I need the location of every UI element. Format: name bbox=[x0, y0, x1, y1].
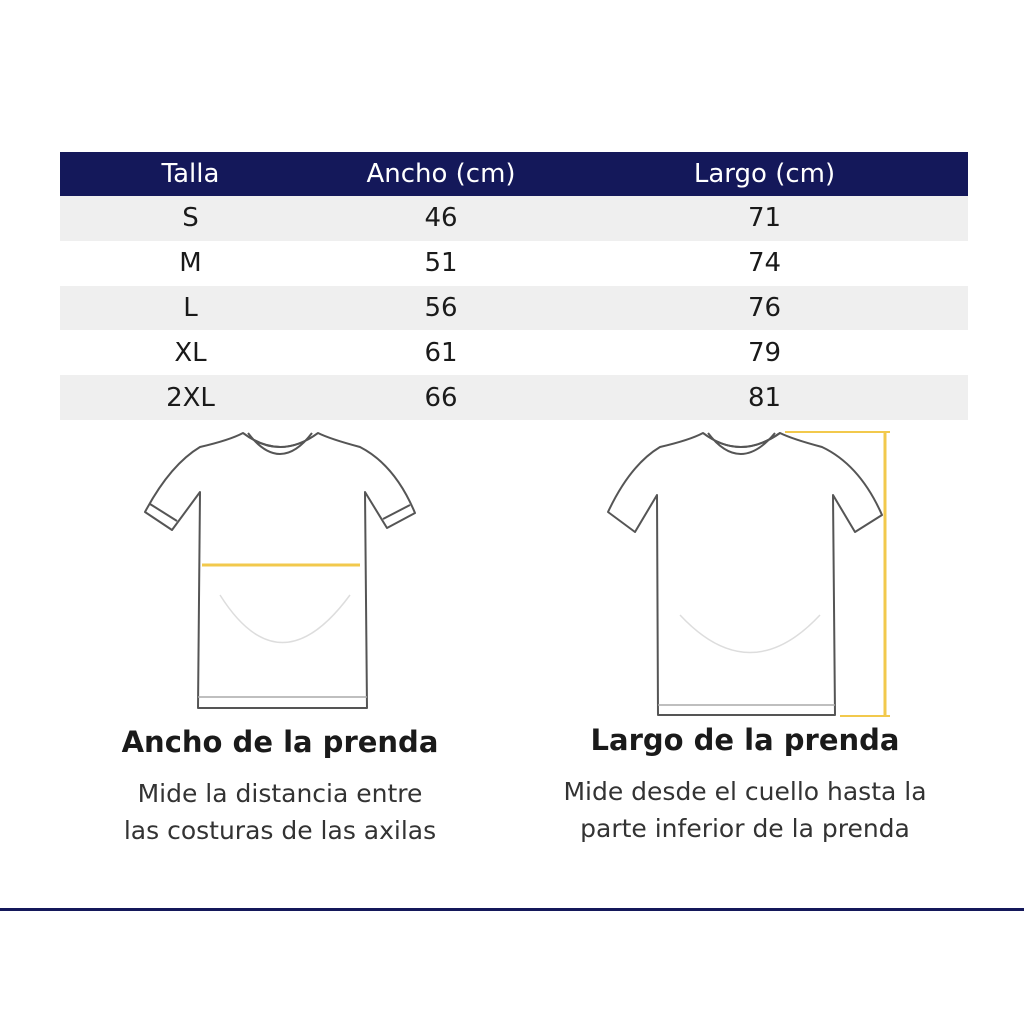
cell-size: M bbox=[60, 241, 321, 286]
table-header-row bbox=[60, 152, 968, 196]
length-guide-title: Largo de la prenda bbox=[590, 723, 900, 757]
cell-size: 2XL bbox=[60, 375, 321, 420]
table-row bbox=[60, 375, 968, 420]
cell-width: 66 bbox=[321, 375, 561, 420]
table-row bbox=[60, 241, 968, 286]
cell-length: 79 bbox=[561, 330, 968, 375]
length-guide-desc-line1: Mide desde el cuello hasta la bbox=[563, 777, 927, 806]
header-size: Talla bbox=[60, 152, 321, 196]
cell-width: 56 bbox=[321, 286, 561, 331]
width-guide-desc-line1: Mide la distancia entre bbox=[137, 779, 423, 808]
cell-length: 74 bbox=[561, 241, 968, 286]
tshirt-length-illustration bbox=[600, 425, 895, 720]
width-guide-desc-line2: las costuras de las axilas bbox=[123, 816, 437, 845]
cell-length: 71 bbox=[561, 196, 968, 241]
size-chart-table bbox=[60, 152, 968, 420]
cell-width: 46 bbox=[321, 196, 561, 241]
width-guide-title: Ancho de la prenda bbox=[121, 725, 439, 759]
cell-size: XL bbox=[60, 330, 321, 375]
table-row bbox=[60, 196, 968, 241]
cell-length: 76 bbox=[561, 286, 968, 331]
header-width: Ancho (cm) bbox=[321, 152, 561, 196]
width-guide bbox=[80, 725, 480, 855]
tshirt-width-illustration bbox=[140, 425, 420, 720]
header-length: Largo (cm) bbox=[561, 152, 968, 196]
cell-width: 51 bbox=[321, 241, 561, 286]
tshirt-body-outline bbox=[608, 433, 882, 715]
cell-width: 61 bbox=[321, 330, 561, 375]
cell-size: L bbox=[60, 286, 321, 331]
cell-size: S bbox=[60, 196, 321, 241]
length-guide-desc-line2: parte inferior de la prenda bbox=[580, 814, 910, 843]
bottom-divider bbox=[0, 908, 1024, 911]
table-row bbox=[60, 330, 968, 375]
table-row bbox=[60, 286, 968, 331]
length-guide bbox=[520, 723, 970, 853]
cell-length: 81 bbox=[561, 375, 968, 420]
tshirt-body-outline bbox=[145, 433, 415, 708]
